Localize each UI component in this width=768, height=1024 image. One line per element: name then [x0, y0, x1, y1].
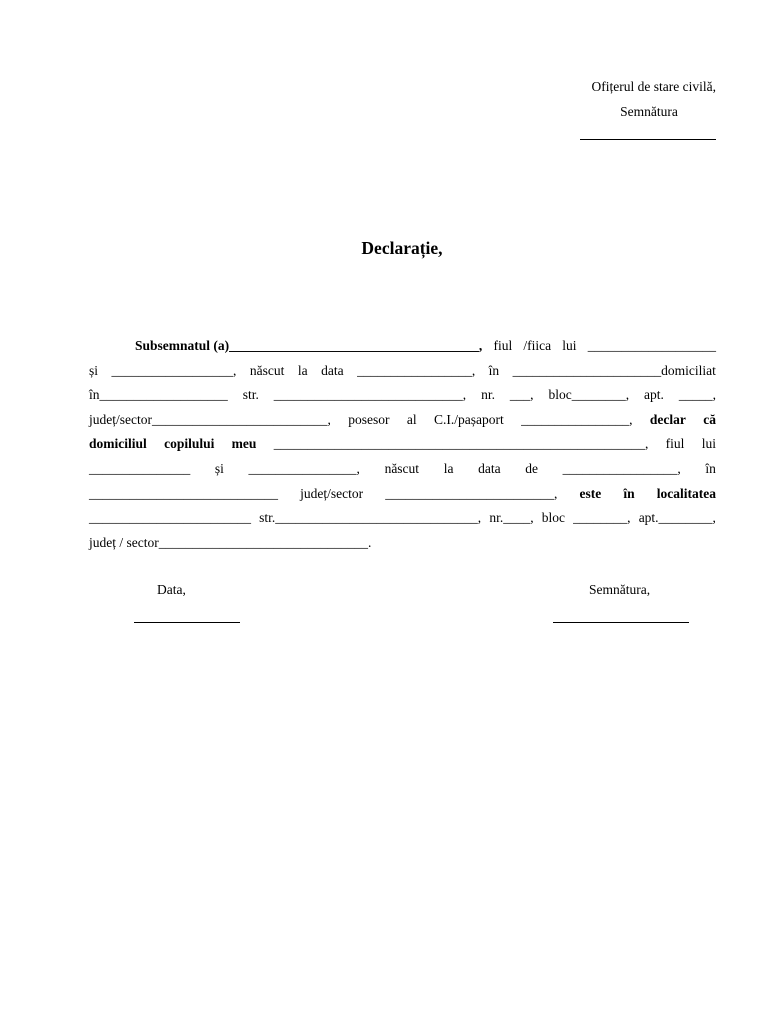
word: _____, [678, 387, 716, 403]
word: ____________________________, [273, 387, 467, 403]
word: _______________ [89, 460, 191, 476]
body-line-5 [89, 432, 716, 457]
word: în [705, 460, 716, 476]
word: _________________________, [385, 485, 558, 501]
body-line-9 [89, 531, 716, 556]
officer-title: Ofițerul de stare civilă, [591, 79, 716, 94]
word: în___________________ [89, 387, 228, 403]
word: născut [384, 460, 420, 476]
word: apt. [644, 387, 664, 403]
word: apt.________, [638, 510, 716, 526]
word: ___________________ [587, 338, 716, 353]
word: ________________, [521, 411, 633, 427]
word: _______________________________________________________, [273, 436, 649, 452]
word: județ/sector__________________________, [89, 411, 331, 427]
document-title: Declarație, [361, 238, 443, 258]
declaration-body [89, 334, 716, 555]
body-line-8 [89, 506, 716, 531]
word: ___, [509, 387, 534, 403]
word: județ/sector [300, 485, 364, 501]
word: de [525, 460, 538, 476]
body-line-4 [89, 408, 716, 433]
word: /fiica [523, 338, 552, 353]
word: și [89, 362, 99, 378]
word: fiul [665, 436, 685, 452]
signature-label: Semnătura, [589, 582, 651, 597]
body-line-2 [89, 359, 716, 384]
date-line [134, 608, 240, 623]
word: domiciliul [89, 436, 147, 452]
body-line-6 [89, 457, 716, 482]
word: la [443, 460, 454, 476]
word: meu [231, 436, 257, 452]
word: lui [562, 338, 577, 353]
word: bloc [541, 510, 565, 526]
word: ________________________ [89, 510, 251, 526]
word: nr. [481, 387, 495, 403]
word: bloc________, [548, 387, 630, 403]
word: __________________, [111, 362, 237, 378]
word: că [703, 411, 716, 427]
word: ________________, [248, 460, 360, 476]
word: data [478, 460, 501, 476]
body-line-1 [89, 334, 716, 359]
word: Subsemnatul (a)_____________________________________, [135, 338, 483, 353]
word: în [488, 362, 500, 378]
word: și [214, 460, 224, 476]
word: nr.____, [489, 510, 534, 526]
signature-line [553, 608, 689, 623]
word: _________________, [562, 460, 681, 476]
word: lui [701, 436, 716, 452]
body-line-3 [89, 383, 716, 408]
word: copilului [164, 436, 215, 452]
officer-block [566, 74, 716, 124]
body-line-7 [89, 482, 716, 507]
word: al [406, 411, 417, 427]
word: fiul [493, 338, 513, 353]
date-label: Data, [157, 582, 186, 597]
word: str. [242, 387, 259, 403]
word: județ / sector_______________________________. [89, 534, 372, 550]
word: data [321, 362, 344, 378]
word: născut [249, 362, 285, 378]
word: la [297, 362, 308, 378]
officer-signature-line [580, 125, 716, 140]
word: _________________, [357, 362, 476, 378]
word: ______________________domiciliat [512, 362, 716, 378]
word: str.______________________________, [259, 510, 482, 526]
officer-signature-label: Semnătura [620, 104, 678, 119]
word: C.I./pașaport [433, 411, 504, 427]
word: ____________________________ [89, 485, 278, 501]
word: declar [649, 411, 686, 427]
word: în [623, 485, 635, 501]
word: ________, [573, 510, 631, 526]
word: este [579, 485, 602, 501]
word: posesor [348, 411, 390, 427]
word: localitatea [656, 485, 716, 501]
